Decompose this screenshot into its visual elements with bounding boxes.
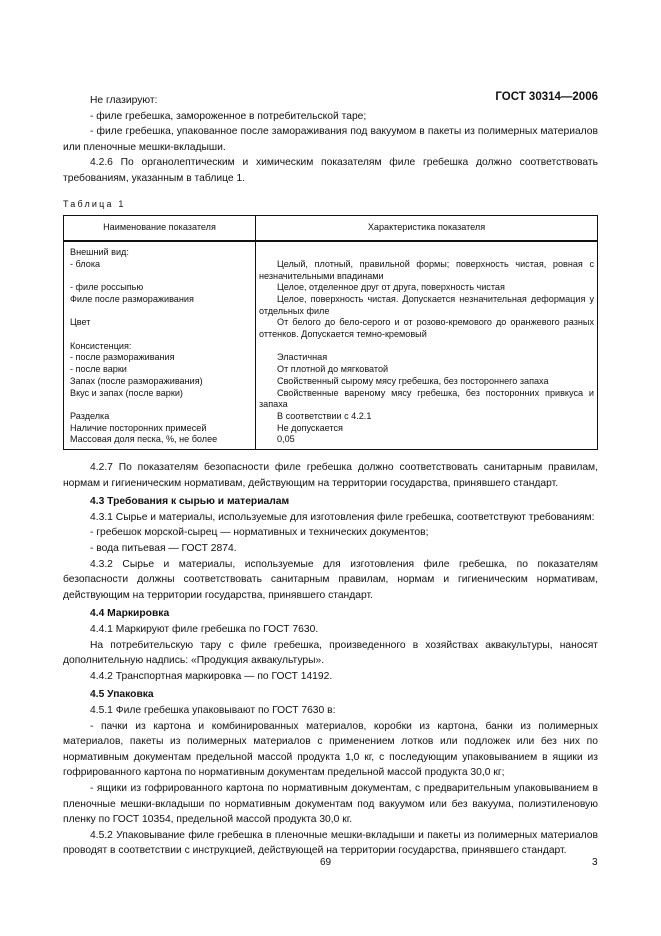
paragraph: 4.3.1 Сырье и материалы, используемые для изготовления филе гребешка, соответствуют требованиям: [90, 511, 595, 523]
table-row [64, 376, 598, 388]
indicator-name: - филе россыпью [64, 282, 256, 294]
paragraph: - филе гребешка, замороженное в потребительской таре; [90, 110, 367, 122]
indicator-value: В соответствии с 4.2.1 [256, 411, 598, 423]
indicator-name: Разделка [64, 411, 256, 423]
table-caption: Таблица 1 [63, 198, 126, 209]
indicator-name: - после варки [64, 364, 256, 376]
indicator-name: - блока [64, 259, 256, 282]
page-number-center: 69 [320, 857, 332, 868]
table-row [64, 241, 598, 259]
table-row [64, 341, 598, 353]
paragraph: 4.2.6 По органолептическим и химическим показателям филе гребешка должно соответствовать требованиям, указанным в таблице 1. [63, 157, 598, 184]
indicator-value: Эластичная [256, 352, 598, 364]
paragraph: 4.4.2 Транспортная маркировка — по ГОСТ 14192. [90, 670, 333, 682]
table-row [64, 259, 598, 282]
paragraph: - вода питьевая — ГОСТ 2874. [90, 543, 237, 555]
paragraph: - ящики из гофрированного картона по нормативным документам, с предварительным упаковыванием в пленочные мешки-вкладыши по нормативным документам под вакуумом или без вакуума, полиэтиленовую пленку по ГОСТ 10354, предельной массой продукта 30,0 кг. [63, 782, 598, 826]
table-row [64, 434, 598, 449]
indicator-value [256, 241, 598, 259]
paragraph: 4.2.7 По показателям безопасности филе гребешка должно соответствовать санитарным правилам, нормам и гигиеническим нормативам, действующим на территории государства, принявшего стандарт. [63, 462, 598, 489]
paragraph: - гребешок морской-сырец — нормативных и технических документов; [90, 527, 429, 539]
paragraph: На потребительскую тару с филе гребешка, произведенного в хозяйствах аквакультуры, наносят дополнительную надпись: «Продукция аквакультуры». [63, 639, 598, 667]
document-id: ГОСТ 30314—2006 [495, 91, 598, 103]
paragraph: - пачки из картона и комбинированных материалов, коробки из картона, банки из полимерных материалов, пакеты из полимерных материалов с применением лотков или подложек или без них по нормативным документам предельной массой продукта 1,0 кг, с последующим упаковыванием в ящики из гофрированного картона по нормативным документам предельной массой продукта 30,0 кг; [63, 720, 598, 779]
paragraph: 4.4.1 Маркируют филе гребешка по ГОСТ 7630. [90, 624, 319, 636]
indicator-name: Наличие посторонних примесей [64, 423, 256, 435]
table-row [64, 317, 598, 340]
table-row [64, 282, 598, 294]
indicator-name: Запах (после размораживания) [64, 376, 256, 388]
indicator-name: Массовая доля песка, %, не более [64, 434, 256, 449]
indicator-value [256, 341, 598, 353]
indicator-value: Целый, плотный, правильной формы; поверхность чистая, ровная с незначительными впадинами [256, 259, 598, 282]
table-row [64, 388, 598, 411]
table-row [64, 423, 598, 435]
page-content [63, 93, 598, 859]
page-number: 3 [592, 857, 598, 868]
paragraph: 4.3.2 Сырье и материалы, используемые для изготовления филе гребешка, по показателям безопасности должны соответствовать санитарным правилам, нормам и гигиеническим нормативам, действующим на территории государства, принявшего стандарт. [63, 558, 598, 601]
table-1 [63, 215, 598, 450]
column-header: Наименование показателя [64, 216, 256, 242]
indicator-value: Не допускается [256, 423, 598, 435]
section-heading: 4.4 Маркировка [90, 608, 170, 620]
indicator-name: - после размораживания [64, 352, 256, 364]
indicator-name: Консистенция: [64, 341, 256, 353]
indicator-value: От белого до бело-серого и от розово-кремового до оранжевого разных оттенков. Допускается темно-кремовый [256, 317, 598, 340]
indicator-value: Свойственный сырому мясу гребешка, без постороннего запаха [256, 376, 598, 388]
indicator-name: Цвет [64, 317, 256, 340]
section-heading: 4.3 Требования к сырью и материалам [90, 496, 290, 508]
paragraph: Не глазируют: [90, 95, 158, 106]
indicator-value: 0,05 [256, 434, 598, 449]
indicator-name: Вкус и запах (после варки) [64, 388, 256, 411]
table-row [64, 411, 598, 423]
indicator-value: От плотной до мягковатой [256, 364, 598, 376]
paragraph: 4.5.2 Упаковывание филе гребешка в пленочные мешки-вкладыши и пакеты из полимерных материалов проводят в соответствии с инструкцией, действующей на территории государства, принявшего стандарт. [63, 829, 598, 857]
column-header: Характеристика показателя [256, 216, 598, 242]
table-row [64, 294, 598, 317]
section-heading: 4.5 Упаковка [90, 689, 154, 701]
table-row [64, 364, 598, 376]
paragraph: - филе гребешка, упакованное после замораживания под вакуумом в пакеты из полимерных материалов или пленочные мешки-вкладыши. [63, 126, 598, 153]
indicator-name: Внешний вид: [64, 241, 256, 259]
indicator-value: Свойственные вареному мясу гребешка, без посторонних привкуса и запаха [256, 388, 598, 411]
indicator-value: Целое, отделенное друг от друга, поверхность чистая [256, 282, 598, 294]
table-row [64, 352, 598, 364]
indicator-name: Филе после размораживания [64, 294, 256, 317]
paragraph: 4.5.1 Филе гребешка упаковывают по ГОСТ 7630 в: [90, 705, 336, 717]
indicator-value: Целое, поверхность чистая. Допускается незначительная деформация у отдельных филе [256, 294, 598, 317]
